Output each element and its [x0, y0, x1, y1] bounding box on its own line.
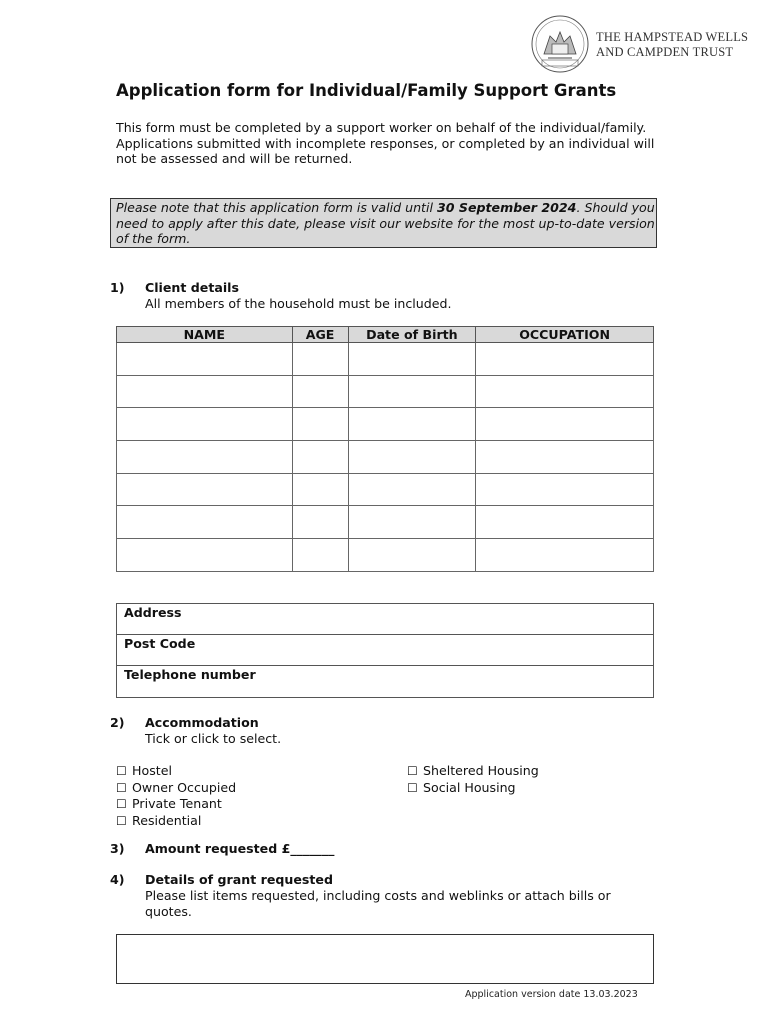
name-cell[interactable] [117, 375, 293, 408]
form-title: Application form for Individual/Family Support Grants [116, 81, 617, 100]
intro-line-2: Applications submitted with incomplete responses, or completed by an individual will not be assessed and will be returned. [116, 135, 655, 166]
age-cell[interactable] [292, 539, 348, 572]
table-row [117, 375, 654, 408]
age-cell[interactable] [292, 408, 348, 441]
section-1-subtitle: All members of the household must be included. [145, 296, 452, 311]
option-private-tenant[interactable] [116, 796, 236, 813]
trust-name-line1: THE HAMPSTEAD WELLS [596, 30, 749, 44]
table-row [117, 539, 654, 572]
age-cell[interactable] [292, 441, 348, 474]
form-intro [116, 120, 656, 167]
intro-line-1: This form must be completed by a support worker on behalf of the individual/family. [116, 120, 647, 135]
occupation-cell[interactable] [476, 343, 654, 376]
occupation-cell[interactable] [476, 441, 654, 474]
column-header-age: AGE [292, 327, 348, 343]
version-date: Application version date 13.03.2023 [465, 989, 638, 1000]
name-cell[interactable] [117, 343, 293, 376]
table-row [117, 343, 654, 376]
section-3-number: 3) [110, 841, 125, 856]
postcode-field[interactable] [117, 635, 653, 666]
occupation-cell[interactable] [476, 375, 654, 408]
section-2-title: Accommodation [145, 715, 259, 730]
telephone-field[interactable] [117, 666, 653, 697]
name-cell[interactable] [117, 506, 293, 539]
option-owner-occupied[interactable] [116, 780, 236, 797]
column-header-dob: Date of Birth [348, 327, 476, 343]
checkbox-icon[interactable]: ☐ [116, 780, 127, 795]
option-label: Social Housing [423, 779, 516, 795]
checkbox-icon[interactable]: ☐ [116, 797, 127, 811]
address-label: Address [124, 605, 182, 620]
age-cell[interactable] [292, 506, 348, 539]
table-row [117, 408, 654, 441]
household-members-table [116, 326, 654, 572]
dob-cell[interactable] [348, 375, 476, 408]
checkbox-icon[interactable]: ☐ [407, 764, 418, 778]
option-label: Sheltered Housing [423, 763, 539, 778]
option-label: Private Tenant [132, 796, 222, 811]
occupation-cell[interactable] [476, 506, 654, 539]
amount-requested-field[interactable]: Amount requested £_______ [145, 841, 335, 856]
option-label: Residential [132, 812, 202, 828]
validity-notice [110, 198, 657, 248]
section-1-number: 1) [110, 280, 125, 295]
column-header-name: NAME [117, 327, 293, 343]
accommodation-options-left [116, 763, 236, 829]
table-row [117, 506, 654, 539]
option-residential[interactable] [116, 813, 236, 830]
trust-logo [530, 14, 590, 74]
section-1-title: Client details [145, 280, 239, 295]
name-cell[interactable] [117, 473, 293, 506]
trust-name-line2: AND CAMPDEN TRUST [596, 45, 734, 59]
option-label: Hostel [132, 763, 172, 778]
address-field[interactable] [117, 604, 653, 635]
dob-cell[interactable] [348, 408, 476, 441]
checkbox-icon[interactable]: ☐ [116, 813, 127, 828]
option-sheltered-housing[interactable] [407, 763, 539, 780]
dob-cell[interactable] [348, 506, 476, 539]
option-hostel[interactable] [116, 763, 236, 780]
column-header-occupation: OCCUPATION [476, 327, 654, 343]
option-social-housing[interactable] [407, 780, 539, 797]
section-4-subtitle: Please list items requested, including costs and weblinks or attach bills or quotes. [145, 888, 611, 919]
postcode-label: Post Code [124, 636, 196, 651]
section-2-number: 2) [110, 715, 125, 730]
dob-cell[interactable] [348, 441, 476, 474]
name-cell[interactable] [117, 408, 293, 441]
notice-date: 30 September 2024 [437, 200, 577, 215]
occupation-cell[interactable] [476, 539, 654, 572]
option-label: Owner Occupied [132, 779, 237, 795]
age-cell[interactable] [292, 375, 348, 408]
section-4-title: Details of grant requested [145, 872, 333, 887]
checkbox-icon[interactable]: ☐ [407, 780, 418, 795]
section-2-subtitle: Tick or click to select. [145, 731, 282, 746]
checkbox-icon[interactable]: ☐ [116, 764, 127, 778]
age-cell[interactable] [292, 473, 348, 506]
dob-cell[interactable] [348, 539, 476, 572]
dob-cell[interactable] [348, 343, 476, 376]
notice-text-before: Please note that this application form is valid until [116, 200, 437, 215]
trust-logo-emblem-icon [530, 14, 590, 74]
telephone-label: Telephone number [124, 667, 256, 682]
trust-name [596, 30, 748, 60]
table-header-row [117, 327, 654, 343]
table-row [117, 441, 654, 474]
contact-details-box [116, 603, 654, 698]
notice-text-after: . Should you need to apply after this date, please visit our website for the most up-to-date version of the form. [116, 200, 655, 246]
accommodation-options-right [407, 763, 539, 796]
occupation-cell[interactable] [476, 473, 654, 506]
section-4-number: 4) [110, 872, 125, 887]
occupation-cell[interactable] [476, 408, 654, 441]
name-cell[interactable] [117, 539, 293, 572]
table-row [117, 473, 654, 506]
grant-details-textarea[interactable] [116, 934, 654, 984]
name-cell[interactable] [117, 441, 293, 474]
age-cell[interactable] [292, 343, 348, 376]
dob-cell[interactable] [348, 473, 476, 506]
